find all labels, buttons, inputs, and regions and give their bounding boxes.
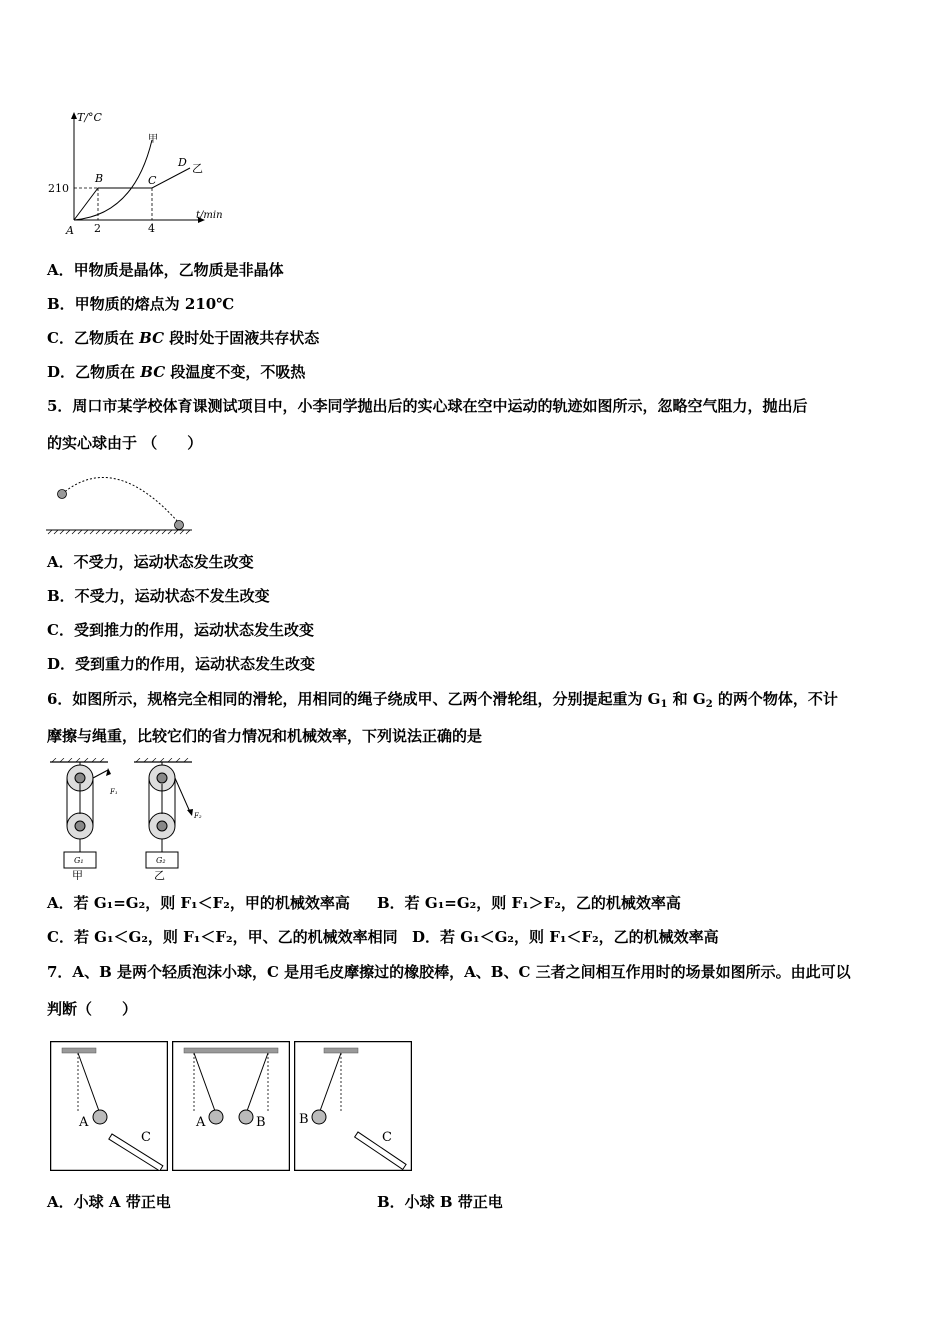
curve-jia-label: 甲 bbox=[148, 134, 158, 145]
q6-option-b[interactable]: B．若 G₁=G₂，则 F₁＞F₂，乙的机械效率高 bbox=[377, 894, 681, 912]
q4-option-a[interactable]: A．甲物质是晶体，乙物质是非晶体 bbox=[47, 261, 284, 279]
point-b: B bbox=[95, 172, 104, 185]
q6-stem-line2: 摩擦与绳重，比较它们的省力情况和机械效率，下列说法正确的是 bbox=[47, 727, 483, 745]
q5-stem-line1: 5．周口市某学校体育课测试项目中，小李同学抛出后的实心球在空中运动的轨迹如图所示，忽略空气阻力，抛出后 bbox=[47, 397, 808, 415]
weight-g1-label: G₁ bbox=[74, 856, 84, 865]
q7-option-a[interactable]: A．小球 A 带正电 bbox=[47, 1193, 171, 1211]
panel2-ball-a-label: A bbox=[196, 1115, 206, 1130]
x-axis-label: t/min bbox=[196, 210, 223, 221]
q5-option-a[interactable]: A．不受力，运动状态发生改变 bbox=[47, 553, 254, 571]
weight-g2-label: G₂ bbox=[156, 856, 166, 865]
q4-option-d-pre: D．乙物质在 bbox=[47, 363, 141, 381]
q5-option-c[interactable]: C．受到推力的作用，运动状态发生改变 bbox=[47, 621, 314, 639]
q6-stem-line1 bbox=[47, 689, 838, 715]
point-c: C bbox=[148, 174, 157, 187]
panel1-rod-c-label: C bbox=[141, 1130, 151, 1145]
x-tick-4: 4 bbox=[148, 222, 155, 235]
y-axis-label: T/°C bbox=[77, 111, 102, 124]
q7-option-b[interactable]: B．小球 B 带正电 bbox=[377, 1193, 503, 1211]
q6-stem-mid: 和 G bbox=[667, 690, 706, 708]
curve-jia bbox=[74, 140, 152, 220]
q4-option-c-post: 段时处于固液共存状态 bbox=[164, 329, 320, 347]
q5-stem-line2: 的实心球由于 （ ） bbox=[47, 434, 203, 452]
q6-option-c[interactable]: C．若 G₁＜G₂，则 F₁＜F₂，甲、乙的机械效率相同 bbox=[47, 928, 398, 946]
q7-stem-line2: 判断（ ） bbox=[47, 1000, 138, 1018]
force-f2-label: F₂ bbox=[194, 812, 202, 820]
ball-end bbox=[175, 521, 184, 530]
q4-option-c-pre: C．乙物质在 bbox=[47, 329, 140, 347]
q5-option-b[interactable]: B．不受力，运动状态不发生改变 bbox=[47, 587, 270, 605]
q6-stem-sub2: 2 bbox=[705, 699, 713, 710]
label-jia: 甲 bbox=[72, 869, 83, 880]
ground-hatch bbox=[48, 530, 190, 534]
curve-yi bbox=[74, 168, 190, 220]
pulley-system-yi bbox=[134, 758, 193, 868]
charge-panel-3 bbox=[294, 1041, 412, 1171]
charge-panel-2 bbox=[172, 1041, 290, 1171]
pulley-systems-figure bbox=[44, 758, 214, 880]
x-tick-2: 2 bbox=[94, 222, 101, 235]
q4-option-c[interactable] bbox=[47, 328, 319, 348]
temperature-time-graph bbox=[44, 110, 234, 238]
ball-start bbox=[58, 490, 67, 499]
q4-option-c-it: BC bbox=[139, 329, 165, 347]
panel2-ball-b-label: B bbox=[256, 1115, 266, 1130]
q5-option-d[interactable]: D．受到重力的作用，运动状态发生改变 bbox=[47, 655, 316, 673]
y-value-210: 210 bbox=[48, 182, 69, 195]
q4-option-d-it: BC bbox=[140, 363, 166, 381]
label-yi: 乙 bbox=[154, 869, 165, 880]
point-d: D bbox=[178, 156, 187, 169]
point-a: A bbox=[66, 224, 74, 237]
panel1-ball-a-label: A bbox=[79, 1115, 89, 1130]
q6-stem-post: 的两个物体，不计 bbox=[712, 690, 838, 708]
q6-stem-sub1: 1 bbox=[660, 699, 668, 710]
ball-trajectory-figure bbox=[44, 468, 196, 536]
q6-option-d[interactable]: D．若 G₁＜G₂，则 F₁＜F₂，乙的机械效率高 bbox=[412, 928, 719, 946]
q6-stem-pre: 6．如图所示，规格完全相同的滑轮，用相同的绳子绕成甲、乙两个滑轮组，分别提起重为 G bbox=[47, 690, 661, 708]
panel3-rod-c-label: C bbox=[382, 1130, 392, 1145]
pulley-system-jia bbox=[50, 758, 111, 868]
q4-option-d-post: 段温度不变，不吸热 bbox=[165, 363, 306, 381]
q4-option-d[interactable] bbox=[47, 362, 305, 382]
q7-stem-line1: 7．A、B 是两个轻质泡沫小球，C 是用毛皮摩擦过的橡胶棒，A、B、C 三者之间相互作用时的场景如图所示。由此可以 bbox=[47, 963, 851, 981]
q6-option-a[interactable]: A．若 G₁=G₂，则 F₁＜F₂，甲的机械效率高 bbox=[47, 894, 350, 912]
trajectory-path bbox=[62, 477, 179, 523]
q4-option-b[interactable]: B．甲物质的熔点为 210℃ bbox=[47, 295, 235, 313]
charge-panel-1 bbox=[50, 1041, 168, 1171]
curve-yi-label: 乙 bbox=[192, 162, 203, 175]
panel3-ball-b-label: B bbox=[299, 1112, 309, 1127]
force-f1-label: F₁ bbox=[110, 788, 118, 796]
